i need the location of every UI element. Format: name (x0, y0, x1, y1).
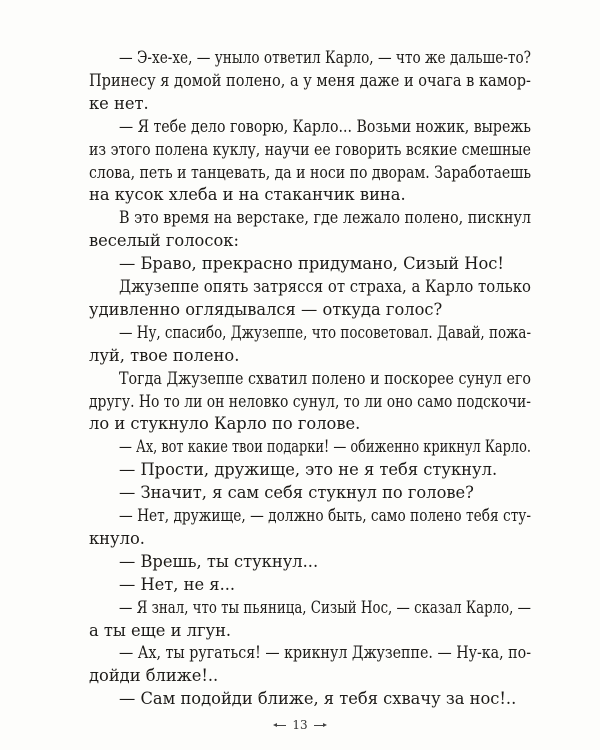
text-line: — Прости, дружище, это не я тебя стукнул. (119, 460, 498, 480)
ornament-right-icon (314, 725, 324, 726)
text-line: дойди ближе!.. (89, 666, 219, 686)
text-line: — Врешь, ты стукнул... (119, 551, 319, 571)
text-line: из этого полена куклу, научи ее говорить всякие смешные (89, 139, 531, 159)
text-line: — Нет, дружище, — должно быть, само полено тебя сту- (119, 506, 531, 525)
text-line: — Э-хе-хе, — уныло ответил Карло, — что же дальше-то? (119, 48, 531, 67)
text-line: веселый голосок: (89, 231, 239, 251)
text-line: — Сам подойди ближе, я тебя схвачу за нос!.. (119, 689, 517, 709)
text-line: удивленно оглядывался — откуда голос? (89, 299, 443, 319)
text-line: ке нет. (89, 93, 149, 113)
text-line: Принесу я домой полено, а у меня даже и очага в камор- (89, 70, 531, 90)
text-line: кнуло. (89, 528, 145, 548)
text-line: — Ах, вот какие твои подарки! — обиженно крикнул Карло. (119, 437, 532, 457)
text-line: ло и стукнуло Карло по голове. (89, 414, 361, 434)
text-line: — Я знал, что ты пьяница, Сизый Нос, — сказал Карло, — (119, 597, 531, 617)
text-line: — Я тебе дело говорю, Карло... Возьми ножик, вырежь (119, 116, 531, 136)
text-line: а ты еще и лгун. (89, 620, 232, 640)
page-number: 13 (292, 718, 308, 733)
text-line: — Ну, спасибо, Джузеппе, что посоветовал. Давай, пожа- (119, 322, 531, 342)
text-line: слова, петь и танцевать, да и носи по дворам. Заработаешь (89, 162, 531, 182)
text-line: — Браво, прекрасно придумано, Сизый Нос! (119, 254, 504, 274)
text-line: — Ах, ты ругаться! — крикнул Джузеппе. — Ну-ка, по- (119, 643, 532, 663)
text-line: Джузеппе опять затрясся от страха, а Карло только (119, 277, 532, 296)
text-line: — Нет, не я... (119, 574, 236, 594)
text-line: В это время на верстаке, где лежало полено, пискнул (119, 208, 532, 228)
ornament-left-icon (276, 725, 286, 726)
text-line: луй, твое полено. (89, 345, 240, 365)
text-line: — Значит, я сам себя стукнул по голове? (119, 483, 474, 503)
text-line: другу. Но то ли он неловко сунул, то ли оно само подскочи- (89, 391, 531, 411)
text-line: на кусок хлеба и на стаканчик вина. (89, 185, 406, 205)
text-line: Тогда Джузеппе схватил полено и поскорее сунул его (119, 368, 532, 388)
page-footer (0, 718, 600, 732)
